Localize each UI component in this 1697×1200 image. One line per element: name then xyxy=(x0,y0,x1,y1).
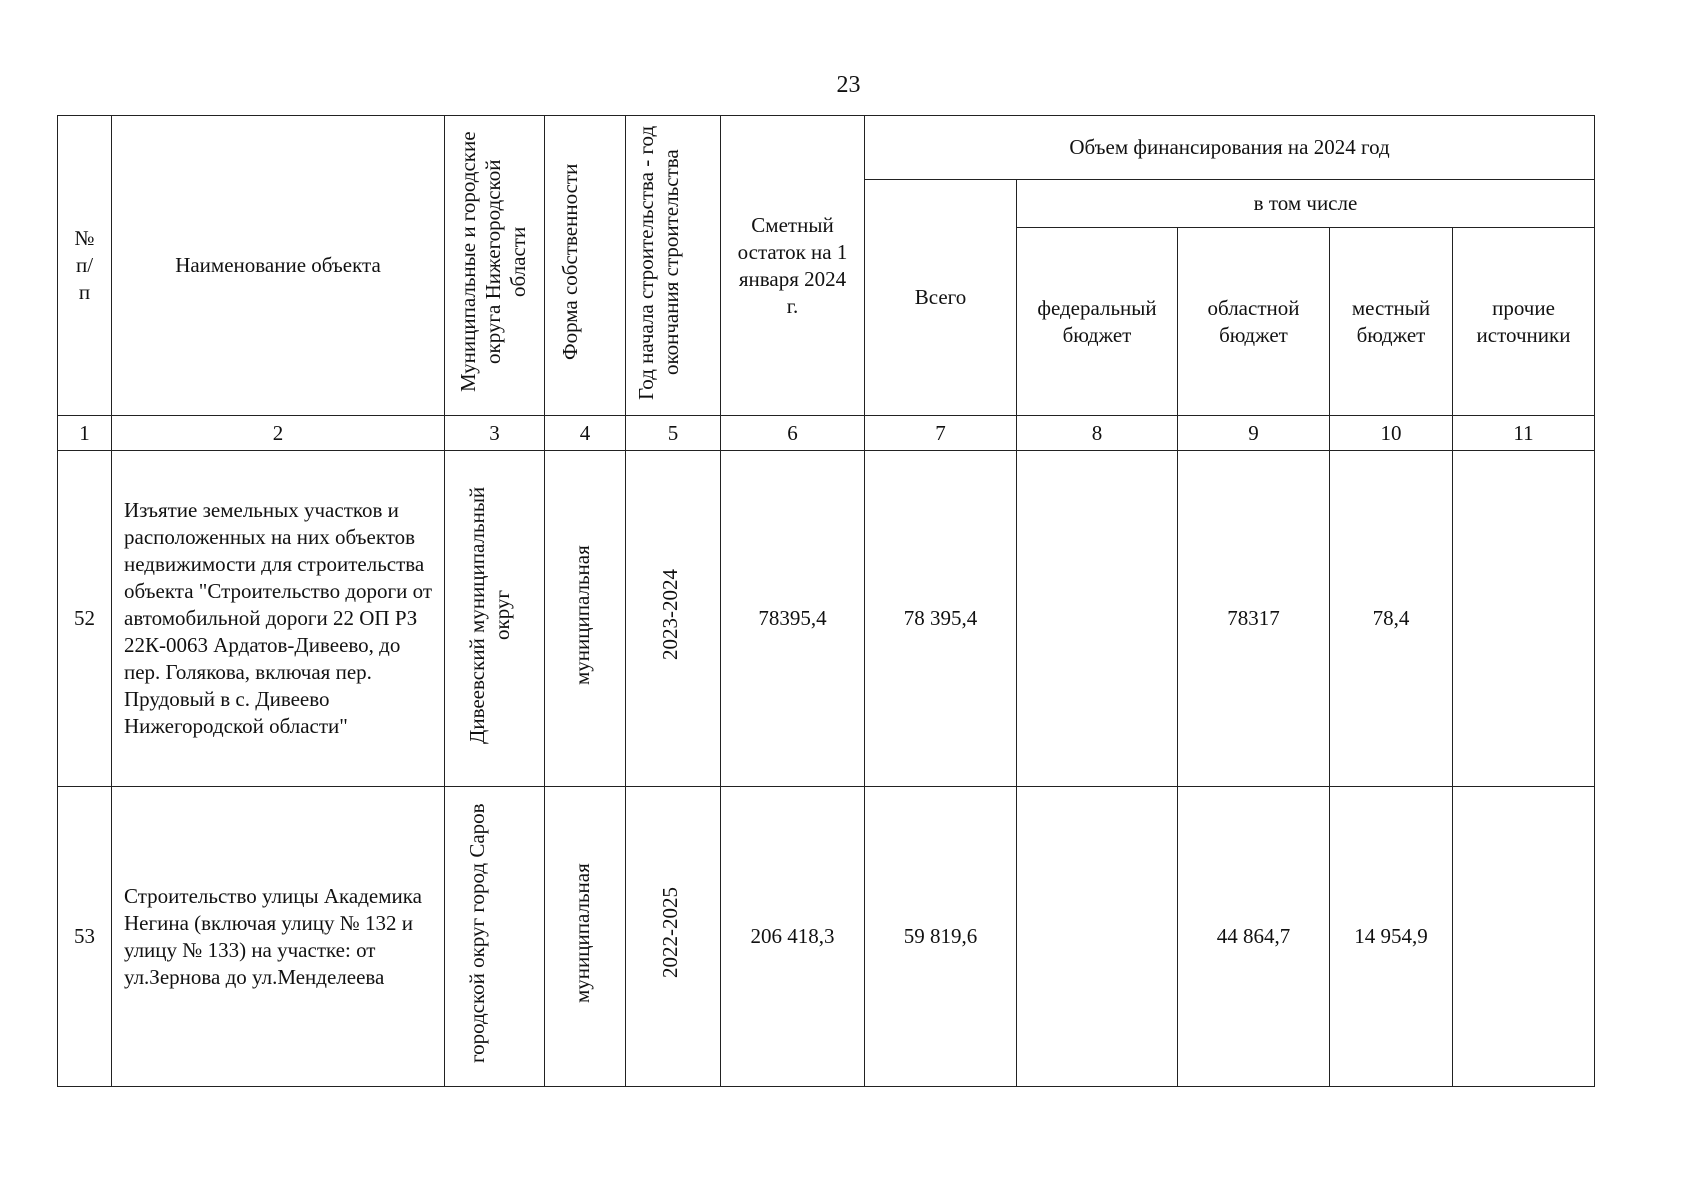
table-row xyxy=(58,787,1595,1087)
header-years: Год начала строительства - год окончания строительства xyxy=(626,116,721,416)
column-number: 10 xyxy=(1330,416,1453,451)
row-local: 78,4 xyxy=(1330,451,1453,787)
column-number: 4 xyxy=(545,416,626,451)
row-regional: 78317 xyxy=(1178,451,1330,787)
header-local: местный бюджет xyxy=(1330,228,1453,416)
row-other xyxy=(1453,451,1595,787)
header-name: Наименование объекта xyxy=(112,116,445,416)
header-num: № п/ п xyxy=(58,116,112,416)
table-row xyxy=(58,451,1595,787)
column-number: 9 xyxy=(1178,416,1330,451)
row-municipality: городской округ город Саров xyxy=(445,787,545,1087)
row-remainder: 206 418,3 xyxy=(721,787,865,1087)
row-municipality: Дивеевский муниципальный округ xyxy=(445,451,545,787)
header-municipal: Муниципальные и городские округа Нижегородской области xyxy=(445,116,545,416)
column-number: 7 xyxy=(865,416,1017,451)
row-regional: 44 864,7 xyxy=(1178,787,1330,1087)
column-number-row xyxy=(58,416,1595,451)
row-name: Строительство улицы Академика Негина (включая улицу № 132 и улицу № 133) на участке: от ул.Зернова до ул.Менделеева xyxy=(112,787,445,1087)
column-number: 1 xyxy=(58,416,112,451)
header-total: Всего xyxy=(865,180,1017,416)
header-remainder: Сметный остаток на 1 января 2024 г. xyxy=(721,116,865,416)
row-name: Изъятие земельных участков и расположенных на них объектов недвижимости для строительства объекта "Строительство дороги от автомобильной дороги 22 ОП РЗ 22К-0063 Ардатов-Дивеево, до пер. Голякова, включая пер. Прудовый в с. Дивеево Нижегородской области" xyxy=(112,451,445,787)
header-federal: федеральный бюджет xyxy=(1017,228,1178,416)
row-remainder: 78395,4 xyxy=(721,451,865,787)
header-including: в том числе xyxy=(1017,180,1595,228)
row-ownership: муниципальная xyxy=(545,787,626,1087)
row-num: 53 xyxy=(58,787,112,1087)
row-other xyxy=(1453,787,1595,1087)
row-total: 59 819,6 xyxy=(865,787,1017,1087)
column-number: 2 xyxy=(112,416,445,451)
row-ownership: муниципальная xyxy=(545,451,626,787)
header-funding-group: Объем финансирования на 2024 год xyxy=(865,116,1595,180)
page-number: 23 xyxy=(836,72,861,98)
row-federal xyxy=(1017,451,1178,787)
column-number: 3 xyxy=(445,416,545,451)
row-local: 14 954,9 xyxy=(1330,787,1453,1087)
header-row-1 xyxy=(58,116,1595,180)
column-number: 6 xyxy=(721,416,865,451)
header-regional: областной бюджет xyxy=(1178,228,1330,416)
column-number: 11 xyxy=(1453,416,1595,451)
row-years: 2022-2025 xyxy=(626,787,721,1087)
header-other: прочие источники xyxy=(1453,228,1595,416)
row-federal xyxy=(1017,787,1178,1087)
row-total: 78 395,4 xyxy=(865,451,1017,787)
row-years: 2023-2024 xyxy=(626,451,721,787)
financing-table xyxy=(57,115,1595,1087)
header-ownership: Форма собственности xyxy=(545,116,626,416)
column-number: 8 xyxy=(1017,416,1178,451)
column-number: 5 xyxy=(626,416,721,451)
row-num: 52 xyxy=(58,451,112,787)
